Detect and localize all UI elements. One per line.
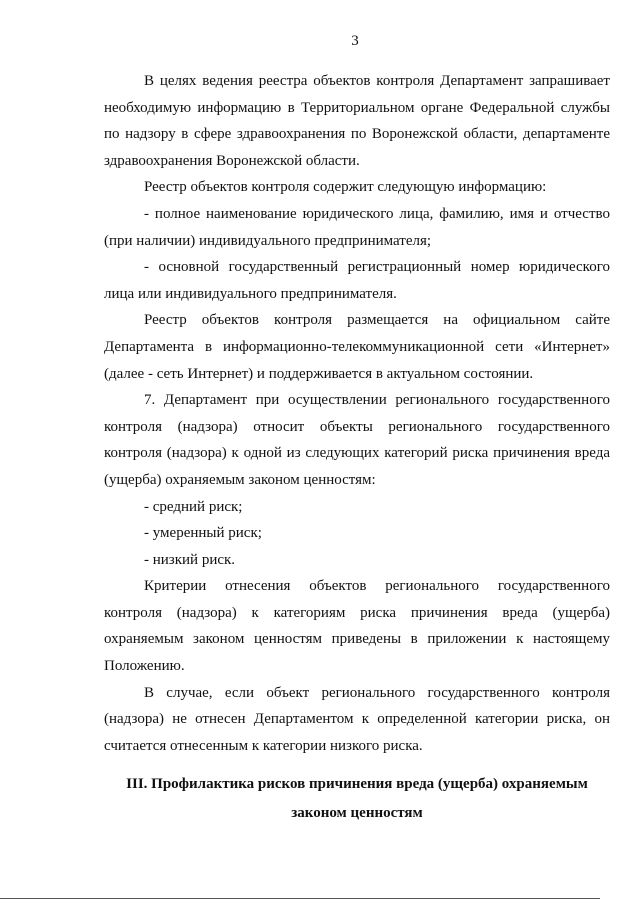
- paragraph-registry-info-request: В целях ведения реестра объектов контроля Департамент запрашивает необходимую информацию в Территориальном органе Федеральной службы по надзору в сфере здравоохранения по Воронежской области, департаменте здравоохранения Воронежской области.: [104, 73, 610, 169]
- page-number: 3: [351, 33, 359, 49]
- list-item-moderate-risk: - умеренный риск;: [144, 525, 262, 542]
- list-item-full-name: - полное наименование юридического лица, фамилию, имя и отчество (при наличии) индивидуального предпринимателя;: [104, 205, 610, 249]
- list-item-medium-risk: - средний риск;: [144, 498, 243, 515]
- page-bottom-rule: [0, 898, 600, 899]
- paragraph-registry-contents: Реестр объектов контроля содержит следующую информацию:: [144, 179, 547, 196]
- list-item-low-risk: - низкий риск.: [144, 551, 236, 568]
- paragraph-risk-criteria: Критерии отнесения объектов регионального государственного контроля (надзора) к категориям риска причинения вреда (ущерба) охраняемым законом ценностям приведены в приложении к настоящему Положению.: [104, 578, 610, 675]
- list-item-registration-number: - основной государственный регистрационный номер юридического лица или индивидуального предпринимателя.: [104, 259, 610, 302]
- paragraph-registry-publication: Реестр объектов контроля размещается на официальном сайте Департамента в информационно-телекоммуникационной сети «Интернет» (далее - сеть Интернет) и поддерживается в актуальном состоянии.: [104, 312, 610, 382]
- document-body: [104, 68, 610, 759]
- section-heading-line-2: законом ценностям: [291, 805, 423, 821]
- paragraph-risk-categories: 7. Департамент при осуществлении регионального государственного контроля (надзора) относит объекты регионального государственного контроля (надзора) к одной из следующих категорий риска причинения вреда (ущерба) охраняемым законом ценностям:: [104, 392, 610, 488]
- section-heading: [104, 770, 610, 828]
- paragraph-default-low-risk: В случае, если объект регионального государственного контроля (надзора) не отнесен Департаментом к определенной категории риска, он считается отнесенным к категории низкого риска.: [104, 684, 610, 754]
- section-heading-line-1: III. Профилактика рисков причинения вреда (ущерба) охраняемым: [126, 776, 588, 792]
